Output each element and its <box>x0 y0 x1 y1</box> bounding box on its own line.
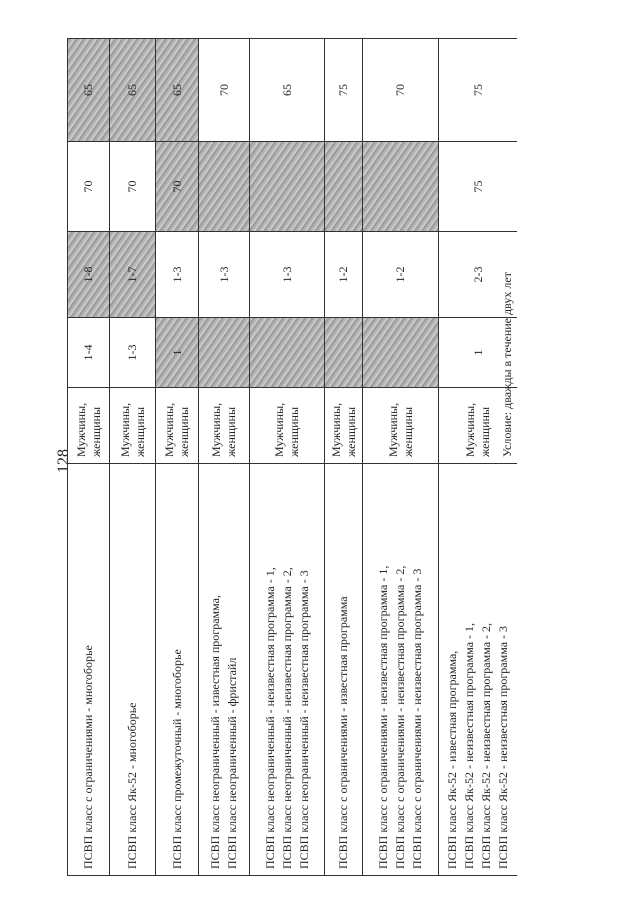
value-cell: 65 <box>156 38 198 142</box>
page-number: 128 <box>55 449 72 473</box>
event-cell: ПСВП класс Як-52 - известная программа, ПСВП класс Як-52 - неизвестная программа - 1, ПСВП класс Як-52 - неизвестная программа - 2, ПСВП класс Як-52 - неизвестная программа - 3 <box>439 464 517 876</box>
gender-cell: Мужчины, женщины <box>325 388 362 464</box>
value-cell: 65 <box>110 38 155 142</box>
value-cell: 65 <box>250 38 324 142</box>
rotated-table <box>67 38 517 876</box>
table-row <box>198 38 249 876</box>
value-cell: 1-3 <box>156 232 198 318</box>
value-cell <box>199 318 249 388</box>
value-cell: 75 <box>439 38 517 142</box>
event-cell: ПСВП класс с ограничениями - многоборье <box>68 464 109 876</box>
value-cell <box>325 318 362 388</box>
value-cell <box>250 142 324 232</box>
value-cell: 1-2 <box>363 232 438 318</box>
gender-cell: Мужчины, женщины <box>110 388 155 464</box>
value-cell: 1-8 <box>68 232 109 318</box>
value-cell: 70 <box>110 142 155 232</box>
table-row <box>249 38 324 876</box>
value-cell: 1-2 <box>325 232 362 318</box>
table-row <box>109 38 155 876</box>
gender-cell: Мужчины, женщины <box>199 388 249 464</box>
gender-cell: Мужчины, женщины <box>156 388 198 464</box>
value-cell <box>363 142 438 232</box>
footer-note: Условие: дважды в течение двух лет <box>499 38 517 464</box>
event-cell: ПСВП класс промежуточный - многоборье <box>156 464 198 876</box>
value-cell <box>325 142 362 232</box>
value-cell: 1-3 <box>250 232 324 318</box>
event-cell: ПСВП класс неограниченный - известная программа, ПСВП класс неограниченный - фристайл <box>199 464 249 876</box>
value-cell: 2-3 <box>439 232 517 318</box>
gender-cell: Мужчины, женщины <box>363 388 438 464</box>
table-row <box>155 38 198 876</box>
value-cell <box>363 318 438 388</box>
gender-cell: Мужчины, женщины <box>439 388 517 464</box>
table-row <box>324 38 362 876</box>
event-cell: ПСВП класс неограниченный - неизвестная программа - 1, ПСВП класс неограниченный - неизвестная программа - 2, ПСВП класс неограниченный - неизвестная программа - 3 <box>250 464 324 876</box>
event-cell: ПСВП класс Як-52 - многоборье <box>110 464 155 876</box>
value-cell: 1-3 <box>199 232 249 318</box>
value-cell <box>199 142 249 232</box>
value-cell <box>250 318 324 388</box>
value-cell: 1-4 <box>68 318 109 388</box>
table-row <box>362 38 438 876</box>
value-cell: 1-7 <box>110 232 155 318</box>
value-cell: 75 <box>439 142 517 232</box>
table-row <box>67 38 109 876</box>
value-cell: 65 <box>68 38 109 142</box>
value-cell: 70 <box>156 142 198 232</box>
event-cell: ПСВП класс с ограничениями - неизвестная программа - 1, ПСВП класс с ограничениями - неизвестная программа - 2, ПСВП класс с ограничениями - неизвестная программа - 3 <box>363 464 438 876</box>
value-cell: 1 <box>439 318 517 388</box>
value-cell: 1-3 <box>110 318 155 388</box>
value-cell: 70 <box>199 38 249 142</box>
event-cell: ПСВП класс с ограничениями - известная программа <box>325 464 362 876</box>
value-cell: 70 <box>68 142 109 232</box>
value-cell: 1 <box>156 318 198 388</box>
gender-cell: Мужчины, женщины <box>250 388 324 464</box>
value-cell: 75 <box>325 38 362 142</box>
value-cell: 70 <box>363 38 438 142</box>
gender-cell: Мужчины, женщины <box>68 388 109 464</box>
